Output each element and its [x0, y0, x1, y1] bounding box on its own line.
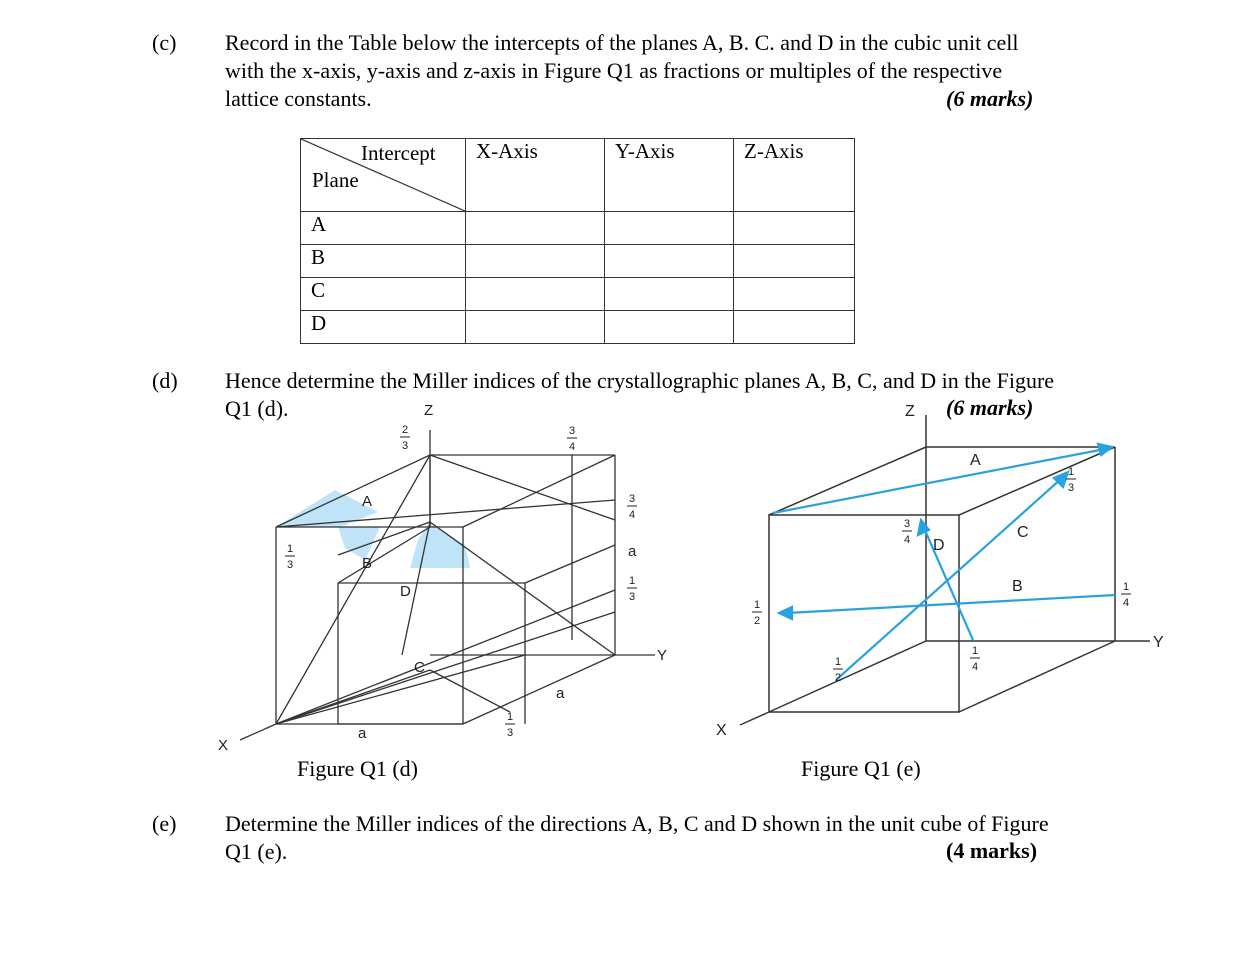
text-line: Hence determine the Miller indices of the crystallographic planes A, B, C, and D in the Figure	[225, 368, 1055, 393]
answer-cell[interactable]	[734, 212, 855, 245]
marks-c: (6 marks)	[946, 86, 1034, 111]
diagonal-header-cell	[301, 139, 466, 212]
text-line: Q1 (d).	[225, 396, 289, 421]
frac-den: 3	[628, 591, 636, 603]
question-label-d: (d)	[152, 368, 178, 393]
direction-label-a: A	[970, 452, 981, 469]
frac-den: 2	[753, 615, 761, 627]
row-label: B	[301, 245, 466, 278]
header-plane: Plane	[312, 168, 359, 192]
axis-y-label: Y	[1153, 634, 1164, 651]
axis-x-label: X	[716, 722, 727, 739]
answer-cell[interactable]	[605, 245, 734, 278]
direction-label-b: B	[1012, 578, 1023, 595]
frac-num: 1	[1067, 466, 1075, 478]
lattice-label: a	[358, 725, 367, 742]
header-z-axis: Z-Axis	[734, 139, 855, 212]
frac-num: 1	[1122, 581, 1130, 593]
answer-cell[interactable]	[605, 278, 734, 311]
answer-cell[interactable]	[605, 212, 734, 245]
frac-num: 2	[401, 424, 409, 436]
arrowhead-icon	[918, 520, 929, 535]
arrowhead-icon	[1098, 444, 1112, 455]
plane-label-b: B	[362, 555, 373, 572]
table-row	[301, 278, 855, 311]
figure-q1-d	[200, 400, 700, 760]
row-label: A	[301, 212, 466, 245]
plane-label-c: C	[414, 659, 425, 676]
frac-num: 1	[628, 575, 636, 587]
frac-num: 3	[903, 518, 911, 530]
answer-cell[interactable]	[466, 212, 605, 245]
frac-den: 3	[286, 559, 294, 571]
answer-cell[interactable]	[734, 278, 855, 311]
frac-den: 4	[568, 441, 576, 453]
answer-cell[interactable]	[734, 311, 855, 344]
frac-num: 3	[628, 493, 636, 505]
marks-e: (4 marks)	[946, 838, 1038, 863]
figure-q1-e	[700, 400, 1180, 760]
answer-cell[interactable]	[466, 245, 605, 278]
row-label: D	[301, 311, 466, 344]
axis-z-label: Z	[424, 402, 434, 419]
header-x-axis: X-Axis	[466, 139, 605, 212]
frac-den: 2	[834, 672, 842, 684]
direction-d-arrow	[924, 528, 973, 640]
lattice-label: a	[628, 543, 637, 560]
header-intercept: Intercept	[361, 141, 436, 165]
text-line: with the x-axis, y-axis and z-axis in Figure Q1 as fractions or multiples of the respective	[225, 58, 1003, 83]
plane-label-d: D	[400, 583, 411, 600]
frac-num: 1	[834, 656, 842, 668]
row-label: C	[301, 278, 466, 311]
intercepts-table	[300, 138, 855, 344]
table-row	[301, 245, 855, 278]
question-label-e: (e)	[152, 811, 177, 836]
axis-x-label: X	[218, 737, 229, 754]
frac-den: 3	[401, 440, 409, 452]
direction-c-arrow	[836, 478, 1062, 680]
text-line: Record in the Table below the intercepts of the planes A, B. C. and D in the cubic unit cell	[225, 30, 1019, 55]
direction-b-arrow	[787, 595, 1115, 613]
table-row	[301, 212, 855, 245]
arrowhead-icon	[779, 607, 792, 619]
arrowhead-icon	[1054, 472, 1068, 487]
frac-num: 1	[753, 599, 761, 611]
axis-y-label: Y	[657, 647, 668, 664]
question-label-c: (c)	[152, 30, 177, 55]
text-line: lattice constants.	[225, 86, 372, 111]
plane-label-a: A	[362, 493, 373, 510]
direction-a-arrow	[773, 449, 1105, 513]
frac-den: 3	[1067, 482, 1075, 494]
frac-den: 4	[903, 534, 911, 546]
answer-cell[interactable]	[605, 311, 734, 344]
answer-cell[interactable]	[734, 245, 855, 278]
frac-num: 1	[506, 711, 514, 723]
caption-figure-q1-d: Figure Q1 (d)	[297, 756, 418, 781]
frac-num: 1	[286, 543, 294, 555]
text-line: Q1 (e).	[225, 839, 288, 864]
answer-cell[interactable]	[466, 311, 605, 344]
frac-num: 3	[568, 425, 576, 437]
plane-b-shade	[338, 527, 380, 560]
frac-den: 4	[628, 509, 636, 521]
lattice-label: a	[556, 685, 565, 702]
frac-den: 3	[506, 727, 514, 739]
direction-label-d: D	[933, 537, 945, 554]
frac-den: 4	[1122, 597, 1130, 609]
marks-d: (6 marks)	[946, 395, 1034, 420]
frac-num: 1	[971, 645, 979, 657]
table-row	[301, 311, 855, 344]
answer-cell[interactable]	[466, 278, 605, 311]
direction-label-c: C	[1017, 524, 1029, 541]
header-y-axis: Y-Axis	[605, 139, 734, 212]
caption-figure-q1-e: Figure Q1 (e)	[801, 756, 921, 781]
frac-den: 4	[971, 661, 979, 673]
axis-z-label: Z	[905, 403, 915, 420]
text-line: Determine the Miller indices of the directions A, B, C and D shown in the unit cube of Figure	[225, 811, 1049, 836]
